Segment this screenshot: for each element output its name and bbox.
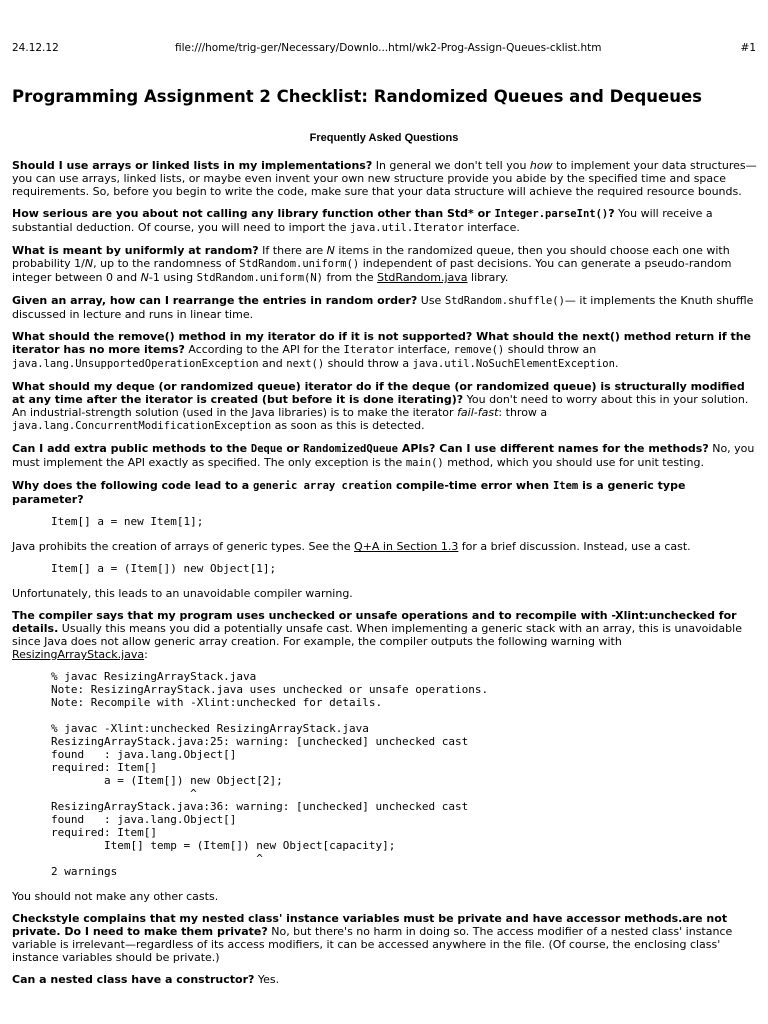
paragraph-compiler-warning: Unfortunately, this leads to an unavoidable compiler warning. — [12, 587, 353, 600]
question: Can I add extra public methods to the Deque or RandomizedQueue APIs? Can I use different names for the methods? — [12, 442, 709, 455]
question: The compiler says that my program uses unchecked or unsafe operations and to recompile with -Xlint:unchecked for details. — [12, 609, 737, 635]
code-block-cast: Item[] a = (Item[]) new Object[1]; — [51, 562, 277, 575]
faq-item-uniformly-random: What is meant by uniformly at random? If there are N items in the randomized queue, then you should choose each one with probability 1/N, up to the randomness of StdRandom.uniform() independent of past decisions. You can generate a pseudo-random integer between 0 and N-1 using StdRandom.uniform(N) from the StdRandom.java library. — [12, 244, 732, 284]
faq-item-library-functions: How serious are you about not calling any library function other than Std* or Integer.parseInt()? You will receive a substantial deduction. Of course, you will need to import the java.util.Iterator interface. — [12, 207, 713, 234]
question: Should I use arrays or linked lists in my implementations? — [12, 159, 373, 172]
faq-heading: Frequently Asked Questions — [309, 132, 459, 144]
code-block-compiler-output: % javac ResizingArrayStack.java Note: ResizingArrayStack.java uses unchecked or unsafe operations. Note: Recompile with -Xlint:unchecked for details. % javac -Xlint:unchecked ResizingArrayStack.java ResizingArrayStack.java:25: warning: [unchecked] unchecked cast found : java.lang.Object[] required: Item[] a = (Item[]) new Object[2]; ^ ResizingArrayStack.java:36: warning: [unchecked] unchecked cast found : java.lang.Object[] required: Item[] Item[] temp = (Item[]) new Object[capacity]; ^ 2 warnings — [51, 670, 489, 878]
paragraph-generic-array-explanation: Java prohibits the creation of arrays of generic types. See the Q+A in Section 1.3 for a brief discussion. Instead, use a cast. — [12, 540, 691, 553]
print-page-number: #1 — [740, 42, 756, 54]
print-header — [0, 42, 768, 56]
faq-item-iterator-remove: What should the remove() method in my iterator do if it is not supported? What should the next() method return if the iterator has no more items? According to the API for the Iterator interface, remove() should throw an java.lang.UnsupportedOperationException and next() should throw a java.util.NoSuchElementException. — [12, 330, 752, 370]
question: Why does the following code lead to a generic array creation compile-time error when Item is a generic type parameter? — [12, 479, 686, 506]
faq-item-arrays-or-lists: Should I use arrays or linked lists in my implementations? In general we don't tell you how to implement your data structures—you can use arrays, linked lists, or maybe even invent your own new structure provide you abide by the specified time and space requirements. So, before you begin to write the code, make sure that your data structure will achieve the required resource bounds. — [12, 159, 757, 198]
faq-item-xlint-unchecked: The compiler says that my program uses unchecked or unsafe operations and to recompile with -Xlint:unchecked for details. Usually this means you did a potentially unsafe cast. When implementing a generic stack with an array, this is unavoidable since Java does not allow generic array creation. For example, the compiler outputs the following warning with ResizingArrayStack.java: — [12, 609, 742, 661]
print-url: file:///home/trig-ger/Necessary/Downlo...html/wk2-Prog-Assign-Queues-cklist.htm — [175, 42, 602, 54]
page-title: Programming Assignment 2 Checklist: Randomized Queues and Dequeues — [12, 87, 702, 106]
question: What should my deque (or randomized queue) iterator do if the deque (or randomized queue) is structurally modified at any time after the iterator is created (but before it is done iterating)? — [12, 380, 745, 406]
faq-item-checkstyle-private: Checkstyle complains that my nested class' instance variables must be private and have accessor methods.are not private. Do I need to make them private? No, but there's no harm in doing so. The access modifier of a nested class' instance variable is irrelevant—regardless of its access modifiers, it can be accessed anywhere in the file. (Of course, the enclosing class' instance variables should be private.) — [12, 912, 733, 964]
paragraph-no-other-casts: You should not make any other casts. — [12, 890, 219, 903]
question: Checkstyle complains that my nested class' instance variables must be private and have accessor methods.are not private. Do I need to make them private? — [12, 912, 728, 938]
question: Can a nested class have a constructor? — [12, 973, 255, 986]
faq-item-concurrent-modification: What should my deque (or randomized queue) iterator do if the deque (or randomized queue) is structurally modified at any time after the iterator is created (but before it is done iterating)? You don't need to worry about this in your solution. An industrial-strength solution (used in the Java libraries) is to make the iterator fail-fast: throw a java.lang.ConcurrentModificationException as soon as this is detected. — [12, 380, 749, 432]
question: What is meant by uniformly at random? — [12, 244, 259, 257]
print-date: 24.12.12 — [12, 42, 59, 54]
qa-section-link[interactable]: Q+A in Section 1.3 — [354, 540, 459, 553]
resizingarraystack-link[interactable]: ResizingArrayStack.java — [12, 648, 145, 661]
faq-item-shuffle: Given an array, how can I rearrange the entries in random order? Use StdRandom.shuffle()— it implements the Knuth shuffle discussed in lecture and runs in linear time. — [12, 294, 754, 321]
faq-item-generic-array — [12, 479, 758, 506]
question: How serious are you about not calling any library function other than Std* or Integer.parseInt()? — [12, 207, 615, 220]
faq-item-extra-methods: Can I add extra public methods to the Deque or RandomizedQueue APIs? Can I use different names for the methods? No, you must implement the API exactly as specified. The only exception is the main() method, which you should use for unit testing. — [12, 442, 755, 469]
question: Given an array, how can I rearrange the entries in random order? — [12, 294, 418, 307]
stdrandom-link[interactable]: StdRandom.java — [377, 271, 468, 284]
code-block-generic-array: Item[] a = new Item[1]; — [51, 515, 204, 528]
faq-item-nested-constructor: Can a nested class have a constructor? Yes. — [12, 973, 280, 986]
question: What should the remove() method in my iterator do if it is not supported? What should the next() method return if the iterator has no more items? — [12, 330, 752, 356]
faq-body — [12, 159, 758, 995]
